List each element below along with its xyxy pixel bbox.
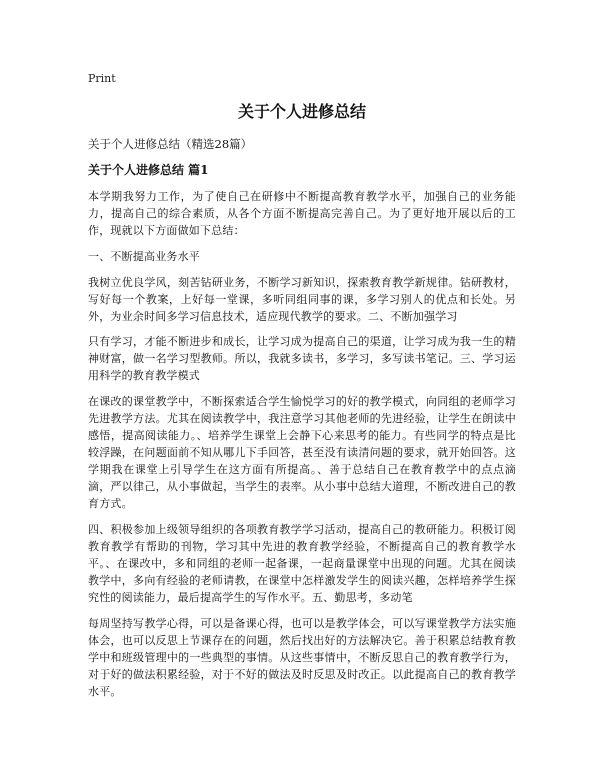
document-title: 关于个人进修总结: [237, 102, 366, 121]
paragraph-reflection: 每周坚持写教学心得，可以是备课心得，也可以是教学体会，可以写课堂教学方法实施体会，也可以反思上节课存在的问题，然后找出好的方法解决它。善于积累总结教育教学中和班级管理中的一些典型的事情。从这些事情中，不断反思自己的教育教学行为，对于好的做法积累经验，对于不好的做法及时反思及时改正。以此提高自己的教育教学水平。: [88, 617, 516, 698]
paragraph-business: 我树立优良学风，刻苦钻研业务，不断学习新知识，探索教育教学新规律。钻研教材，写好每一个教案，上好每一堂课，多听同组同事的课，多学习别人的优点和长处。另外，为业余时间多学习信息技术，适应现代教学的要求。二、不断加强学习: [88, 276, 516, 323]
document-subtitle: 关于个人进修总结（精选28篇）: [88, 137, 253, 151]
print-label: Print: [88, 72, 116, 85]
paragraph-intro: 本学期我努力工作，为了使自己在研修中不断提高教育教学水平，加强自己的业务能力，提高自己的综合素质，从各个方面不断提高完善自己。为了更好地开展以后的工作，现就以下方面做如下总结：: [88, 190, 516, 237]
paragraph-heading-1: 一、不断提高业务水平: [88, 250, 200, 263]
paragraph-activities: 四、积极参加上级领导组织的各项教育教学学习活动，提高自己的教研能力。积极订阅教育教学有帮助的刊物，学习其中先进的教育教学经验，不断提高自己的教育教学水平。、在课改中，多和同组的老师一起备课，一起商量课堂中出现的问题。尤其在阅读教学中，多向有经验的老师请教，在课堂中怎样激发学生的阅读兴趣，怎样培养学生探究性的阅读能力，最后提高学生的写作水平。五、勤思考，多动笔: [88, 523, 516, 604]
paragraph-learning: 只有学习，才能不断进步和成长，让学习成为提高自己的渠道，让学习成为我一生的精神财富，做一名学习型教师。所以，我就多读书，多学习，多写读书笔记。三、学习运用科学的教育教学模式: [88, 335, 516, 382]
paragraph-teaching-mode: 在课改的课堂教学中，不断探索适合学生愉悦学习的好的教学模式，向同组的老师学习先进教学方法。尤其在阅读教学中，我注意学习其他老师的先进经验，让学生在朗读中感悟，提高阅读能力。、培养学生课堂上会静下心来思考的能力。有些同学的特点是比较浮躁，在问题面前不知从哪儿下手回答，甚至没有读清问题的要求，就开始回答。这学期我在课堂上引导学生在这方面有所提高。、善于总结自己在教育教学中的点点滴滴，严以律己，从小事做起，当学生的表率。从小事中总结大道理，不断改进自己的教育方式。: [88, 395, 516, 510]
section-heading: 关于个人进修总结 篇1: [88, 163, 209, 177]
document-page: [88, 72, 516, 709]
